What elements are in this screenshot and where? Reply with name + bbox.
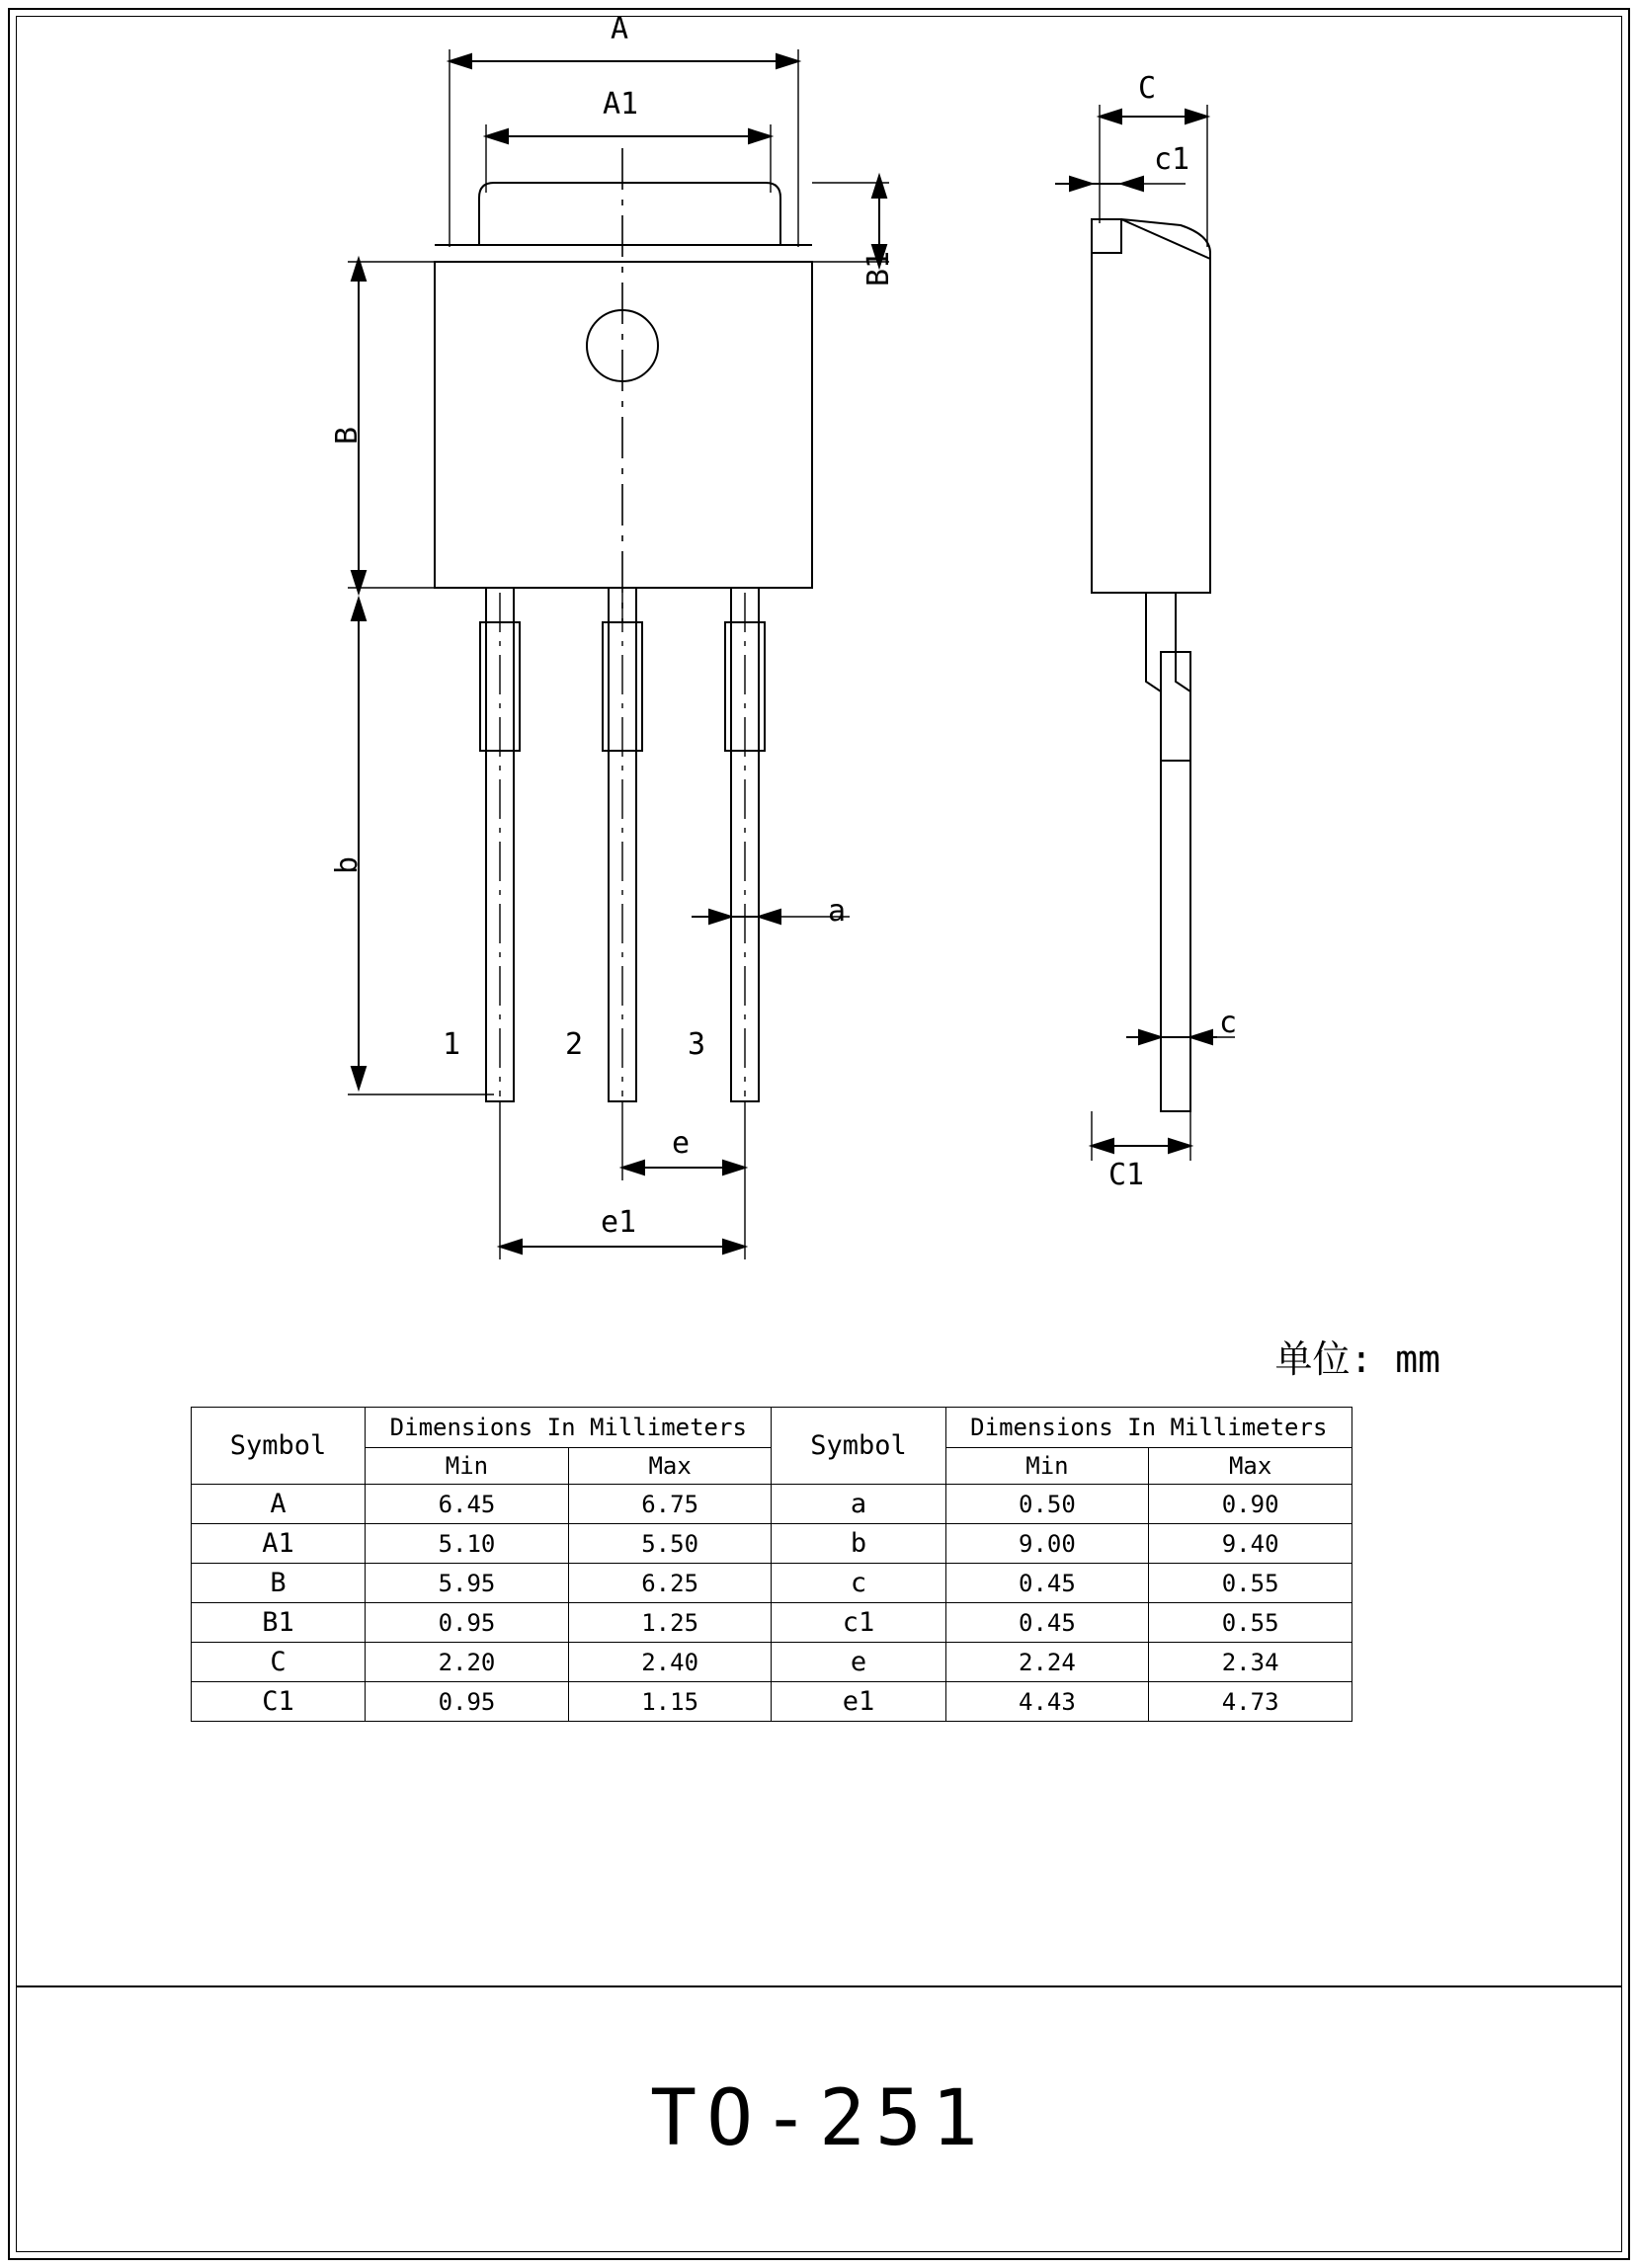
dim-label-A: A <box>611 12 629 46</box>
dim-label-C: C <box>1138 71 1157 106</box>
dim-label-B1: B1 <box>861 250 896 286</box>
header-max-left: Max <box>568 1448 772 1485</box>
table-row <box>192 1643 1352 1682</box>
table-row <box>192 1564 1352 1603</box>
table-row <box>192 1524 1352 1564</box>
header-min-right: Min <box>945 1448 1149 1485</box>
min-cell: 9.00 <box>945 1524 1149 1564</box>
max-cell: 4.73 <box>1149 1682 1352 1722</box>
dim-label-C1: C1 <box>1108 1158 1145 1192</box>
max-cell: 9.40 <box>1149 1524 1352 1564</box>
pin-number-1: 1 <box>443 1027 461 1062</box>
max-cell: 0.55 <box>1149 1603 1352 1643</box>
symbol-cell: e <box>772 1643 945 1682</box>
pin-number-3: 3 <box>688 1027 706 1062</box>
symbol-cell: B <box>192 1564 366 1603</box>
header-group-left: Dimensions In Millimeters <box>366 1408 772 1448</box>
symbol-cell: B1 <box>192 1603 366 1643</box>
min-cell: 5.10 <box>366 1524 569 1564</box>
min-cell: 0.45 <box>945 1564 1149 1603</box>
header-min-left: Min <box>366 1448 569 1485</box>
max-cell: 0.90 <box>1149 1485 1352 1524</box>
dim-label-e1: e1 <box>601 1205 637 1240</box>
unit-note: 单位: mm <box>1274 1337 1440 1381</box>
table-row <box>192 1485 1352 1524</box>
max-cell: 2.34 <box>1149 1643 1352 1682</box>
symbol-cell: e1 <box>772 1682 945 1722</box>
package-title: TO-251 <box>650 2074 988 2163</box>
max-cell: 1.15 <box>568 1682 772 1722</box>
symbol-cell: c1 <box>772 1603 945 1643</box>
header-group-right: Dimensions In Millimeters <box>945 1408 1351 1448</box>
min-cell: 6.45 <box>366 1485 569 1524</box>
symbol-cell: A1 <box>192 1524 366 1564</box>
symbol-cell: b <box>772 1524 945 1564</box>
symbol-cell: A <box>192 1485 366 1524</box>
table-row <box>192 1603 1352 1643</box>
header-symbol-right: Symbol <box>772 1408 945 1485</box>
title-block <box>17 1987 1621 2250</box>
dim-label-e: e <box>672 1126 691 1161</box>
min-cell: 5.95 <box>366 1564 569 1603</box>
max-cell: 6.75 <box>568 1485 772 1524</box>
max-cell: 6.25 <box>568 1564 772 1603</box>
max-cell: 0.55 <box>1149 1564 1352 1603</box>
dim-label-B: B <box>330 426 365 445</box>
dim-label-c: c <box>1219 1006 1238 1040</box>
min-cell: 2.20 <box>366 1643 569 1682</box>
header-max-right: Max <box>1149 1448 1352 1485</box>
pin-number-2: 2 <box>565 1027 584 1062</box>
symbol-cell: C <box>192 1643 366 1682</box>
min-cell: 0.95 <box>366 1603 569 1643</box>
max-cell: 1.25 <box>568 1603 772 1643</box>
dimensions-table <box>191 1407 1352 1722</box>
max-cell: 2.40 <box>568 1643 772 1682</box>
min-cell: 0.45 <box>945 1603 1149 1643</box>
max-cell: 5.50 <box>568 1524 772 1564</box>
header-symbol-left: Symbol <box>192 1408 366 1485</box>
min-cell: 4.43 <box>945 1682 1149 1722</box>
dim-label-b: b <box>330 855 365 874</box>
min-cell: 0.50 <box>945 1485 1149 1524</box>
table-row <box>192 1682 1352 1722</box>
symbol-cell: a <box>772 1485 945 1524</box>
dim-label-A1: A1 <box>603 87 639 122</box>
symbol-cell: C1 <box>192 1682 366 1722</box>
min-cell: 2.24 <box>945 1643 1149 1682</box>
dim-label-a: a <box>828 894 847 929</box>
dim-label-c1: c1 <box>1154 142 1190 177</box>
min-cell: 0.95 <box>366 1682 569 1722</box>
symbol-cell: c <box>772 1564 945 1603</box>
